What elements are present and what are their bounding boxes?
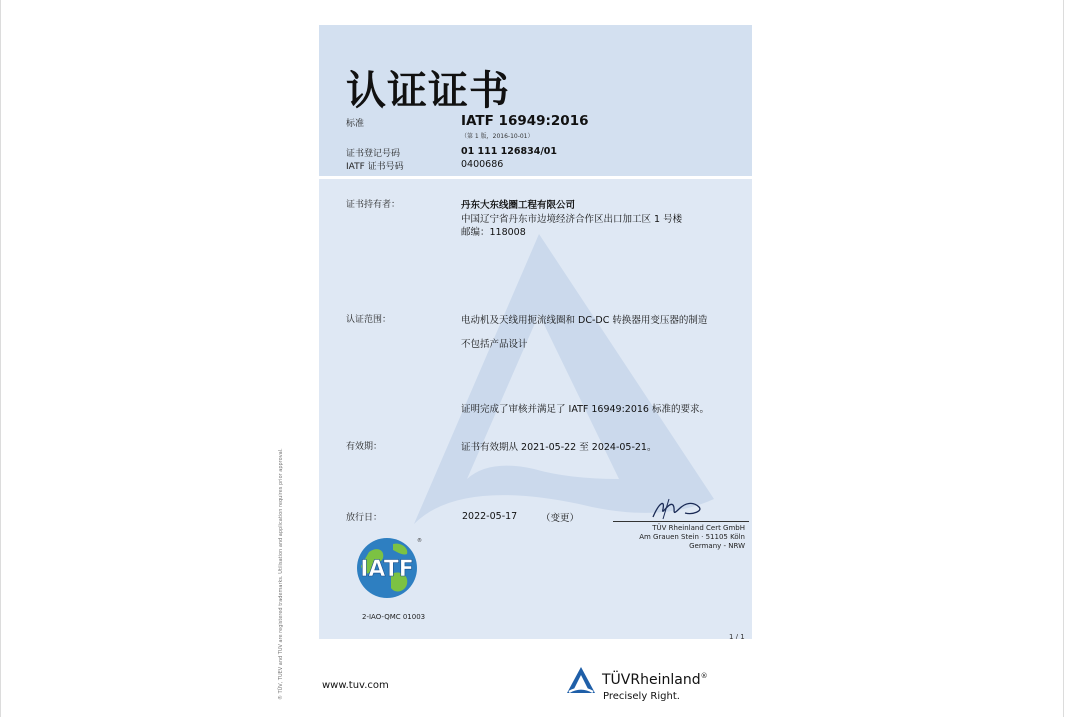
issue-date-value: 2022-05-17	[462, 511, 518, 522]
iatf-number-value: 0400686	[461, 159, 504, 170]
iatf-logo-text: IATF	[360, 557, 414, 582]
tuv-tagline: Precisely Right.	[603, 691, 680, 702]
iatf-code: 2-IAO-QMC 01003	[362, 613, 426, 621]
validity-label: 有效期：	[346, 442, 383, 452]
svg-text:®: ®	[417, 538, 422, 544]
tuv-brand	[602, 672, 708, 688]
certificate-document	[319, 25, 752, 639]
scope-label: 认证范围：	[346, 315, 392, 325]
standard-label: 标准	[346, 119, 365, 129]
validity-value: 证书有效期从 2021-05-22 至 2024-05-21。	[461, 442, 657, 453]
certificate-title: 认证证书	[346, 68, 510, 114]
reg-number-label: 证书登记号码	[346, 149, 401, 159]
scope-exclusion: 不包括产品设计	[461, 339, 528, 350]
iatf-logo-icon	[347, 530, 427, 610]
issue-date-note: （变更）	[541, 513, 580, 524]
holder-address: 中国辽宁省丹东市边境经济合作区出口加工区 1 号楼	[461, 214, 683, 225]
standard-edition: （第 1 版，2016-10-01）	[461, 133, 534, 140]
scope-value: 电动机及天线用扼流线圈和 DC-DC 转换器用变压器的制造	[461, 315, 708, 326]
issuer-address	[619, 524, 745, 551]
issue-date-label: 放行日：	[346, 513, 383, 523]
holder-name: 丹东大东线圈工程有限公司	[461, 200, 576, 211]
page-number: 1 / 1	[729, 633, 745, 639]
issuer-line: Germany - NRW	[689, 542, 745, 550]
footer-url[interactable]: www.tuv.com	[322, 680, 389, 691]
holder-postcode: 邮编：118008	[461, 227, 526, 238]
signature-line	[613, 521, 749, 522]
tuv-brand-name: TÜVRheinland	[602, 672, 701, 688]
page-border-left	[0, 0, 1, 717]
issuer-line: Am Grauen Stein · 51105 Köln	[639, 533, 745, 541]
issuer-line: TÜV Rheinland Cert GmbH	[652, 524, 745, 532]
iatf-number-label: IATF 证书号码	[346, 162, 404, 172]
tuv-brand-reg: ®	[700, 672, 708, 680]
trademark-note: ® TÜV, TUEV and TUV are registered trademarks. Utilisation and application requires prior approval.	[278, 448, 284, 700]
holder-label: 证书持有者：	[346, 200, 401, 210]
tuv-triangle-icon	[566, 666, 596, 694]
reg-number-value: 01 111 126834/01	[461, 146, 558, 157]
signature-icon	[649, 495, 709, 523]
page-border-right	[1063, 0, 1064, 717]
standard-value: IATF 16949:2016	[461, 113, 589, 129]
compliance-statement: 证明完成了审核并满足了 IATF 16949:2016 标准的要求。	[461, 404, 709, 415]
